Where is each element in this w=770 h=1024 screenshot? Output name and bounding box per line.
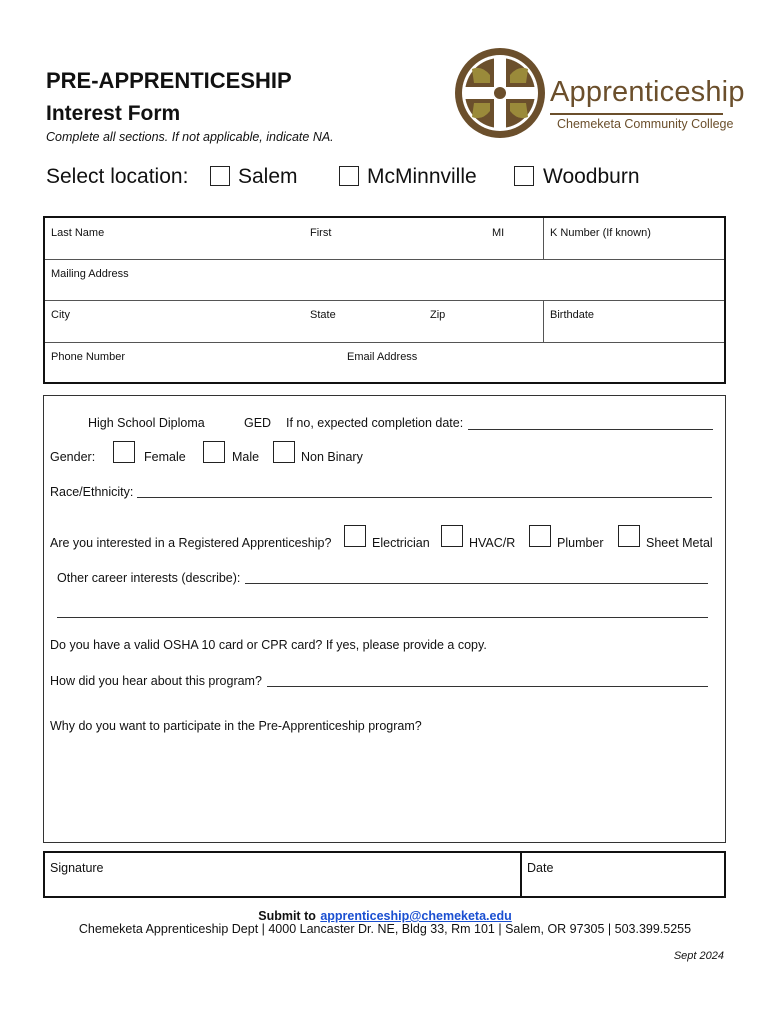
hvacr-label: HVAC/R [469, 536, 516, 550]
female-label: Female [144, 450, 186, 464]
other-interests-line-2[interactable] [57, 617, 708, 618]
submit-email-link[interactable]: apprenticeship@chemeketa.edu [320, 909, 512, 923]
expected-completion-label: If no, expected completion date: [286, 416, 464, 430]
why-question: Why do you want to participate in the Pre-Apprenticeship program? [50, 719, 422, 733]
location-label: Select location: [46, 165, 189, 188]
mailing-address-field[interactable]: Mailing Address [51, 268, 129, 280]
hear-question: How did you hear about this program? [50, 674, 262, 688]
electrician-checkbox[interactable] [344, 525, 366, 547]
form-subtitle: Interest Form [46, 102, 181, 125]
plumber-label: Plumber [557, 536, 604, 550]
mcminnville-label: McMinnville [367, 165, 477, 188]
male-checkbox[interactable] [203, 441, 225, 463]
state-field[interactable]: State [310, 309, 336, 321]
instructions-text: Complete all sections. If not applicable, indicate NA. [46, 130, 334, 144]
column-divider [543, 300, 544, 342]
mi-field[interactable]: MI [492, 227, 505, 239]
hear-line[interactable] [267, 686, 708, 687]
revision-date: Sept 2024 [673, 950, 724, 962]
gender-label: Gender: [50, 450, 96, 464]
osha-question: Do you have a valid OSHA 10 card or CPR card? If yes, please provide a copy. [50, 638, 487, 652]
column-divider [543, 218, 544, 259]
date-field[interactable]: Date [527, 861, 554, 875]
logo-divider [550, 113, 723, 115]
zip-field[interactable]: Zip [430, 309, 446, 321]
submit-prefix: Submit to [258, 909, 316, 923]
race-label: Race/Ethnicity: [50, 485, 134, 499]
email-field[interactable]: Email Address [347, 351, 418, 363]
other-interests-line[interactable] [245, 583, 708, 584]
non-binary-label: Non Binary [301, 450, 363, 464]
salem-label: Salem [238, 165, 298, 188]
logo-name: Apprenticeship [550, 76, 745, 108]
sheet-metal-label: Sheet Metal [646, 536, 713, 550]
sheet-metal-checkbox[interactable] [618, 525, 640, 547]
ged-option[interactable]: GED [244, 416, 272, 430]
row-divider [45, 342, 724, 343]
department-address: Chemeketa Apprenticeship Dept | 4000 Lancaster Dr. NE, Bldg 33, Rm 101 | Salem, OR 97305 | 503.399.5255 [78, 922, 692, 936]
form-title: PRE-APPRENTICESHIP [46, 68, 292, 93]
row-divider [45, 300, 724, 301]
electrician-label: Electrician [372, 536, 430, 550]
signature-field[interactable]: Signature [50, 861, 104, 875]
hs-diploma-option[interactable]: High School Diploma [88, 416, 205, 430]
woodburn-checkbox[interactable] [514, 166, 534, 186]
female-checkbox[interactable] [113, 441, 135, 463]
salem-checkbox[interactable] [210, 166, 230, 186]
expected-completion-line[interactable] [468, 429, 713, 430]
k-number-field[interactable]: K Number (If known) [550, 227, 651, 239]
first-name-field[interactable]: First [310, 227, 332, 239]
non-binary-checkbox[interactable] [273, 441, 295, 463]
phone-field[interactable]: Phone Number [51, 351, 125, 363]
plumber-checkbox[interactable] [529, 525, 551, 547]
hvacr-checkbox[interactable] [441, 525, 463, 547]
row-divider [45, 259, 724, 260]
last-name-field[interactable]: Last Name [51, 227, 105, 239]
signature-divider [520, 853, 522, 896]
other-interests-label: Other career interests (describe): [57, 571, 241, 585]
registered-question: Are you interested in a Registered Apprenticeship? [50, 536, 332, 550]
city-field[interactable]: City [51, 309, 70, 321]
race-line[interactable] [137, 497, 712, 498]
male-label: Male [232, 450, 260, 464]
logo-subtitle: Chemeketa Community College [557, 117, 734, 131]
mcminnville-checkbox[interactable] [339, 166, 359, 186]
birthdate-field[interactable]: Birthdate [550, 309, 595, 321]
woodburn-label: Woodburn [543, 165, 640, 188]
signature-box [43, 851, 726, 898]
apprenticeship-logo-icon [454, 45, 546, 141]
